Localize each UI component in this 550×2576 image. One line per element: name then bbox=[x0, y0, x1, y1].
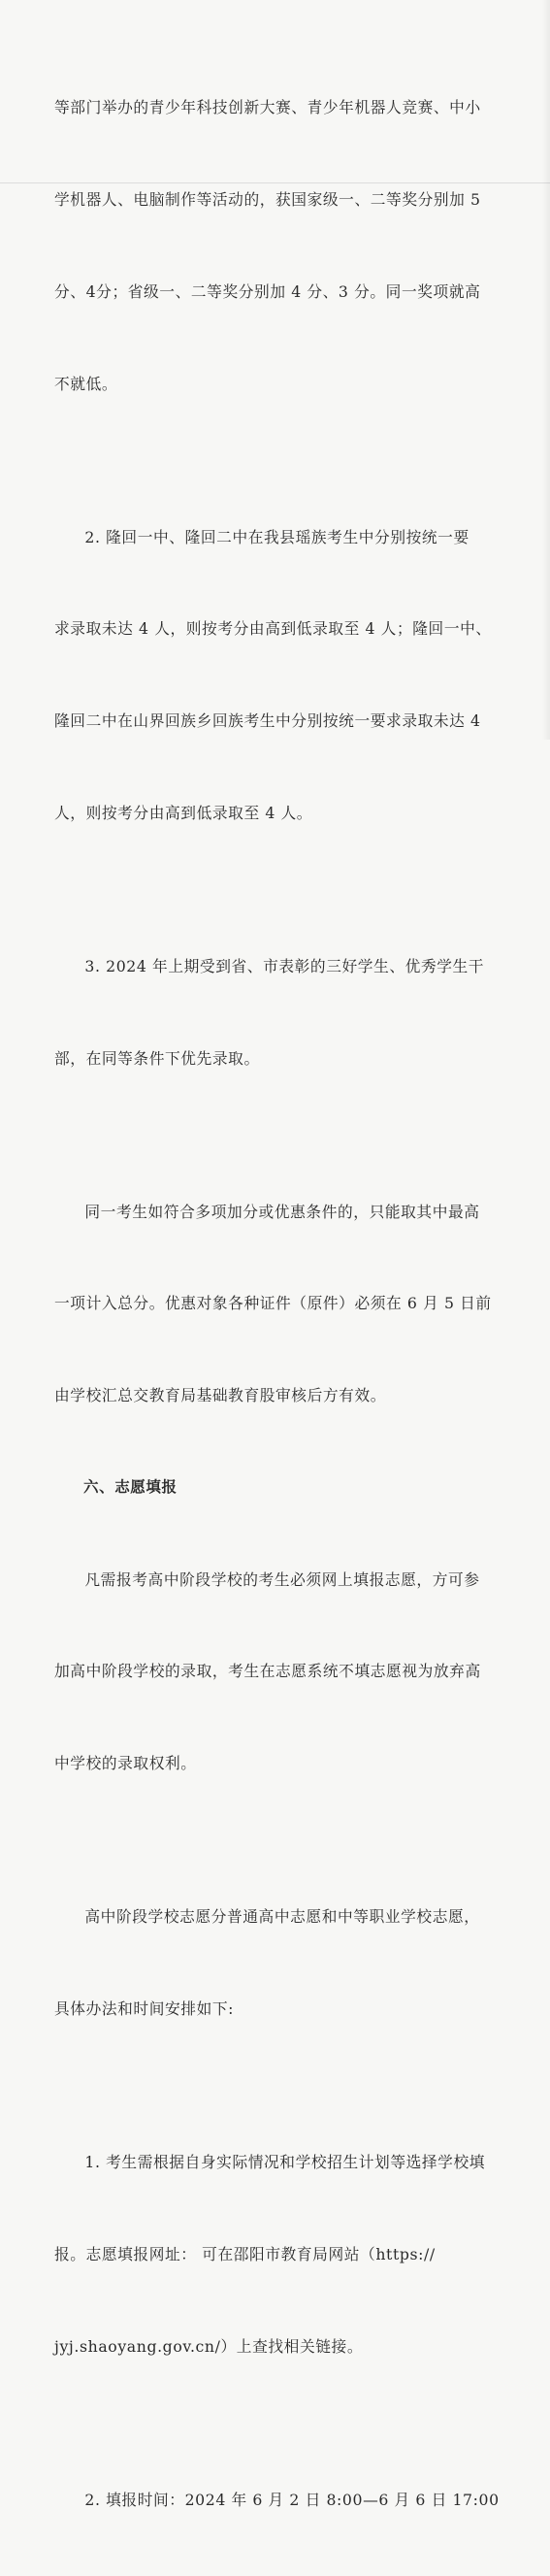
text-line: 学机器人、电脑制作等活动的，获国家级一、二等奖分别加 5 bbox=[54, 189, 481, 209]
text-line: 一项计入总分。优惠对象各种证件（原件）必须在 6 月 5 日前 bbox=[54, 1294, 492, 1313]
text-line: 1. 考生需根据自身实际情况和学校招生计划等选择学校填 bbox=[84, 2152, 486, 2171]
text-line: 同一考生如符合多项加分或优惠条件的，只能取其中最高 bbox=[84, 1202, 480, 1221]
text-line: 2. 填报时间：2024 年 6 月 2 日 8:00—6 月 6 日 17:00 bbox=[84, 2490, 500, 2509]
text-line: 具体办法和时间安排如下: bbox=[54, 1999, 235, 2018]
text-line: 加高中阶段学校的录取，考生在志愿系统不填志愿视为放弃高 bbox=[54, 1662, 481, 1681]
section-heading-volunteer: 六、志愿填报 bbox=[83, 1477, 178, 1496]
text-line: 报。志愿填报网址： 可在邵阳市教育局网站（https:// bbox=[54, 2244, 436, 2263]
text-line: 部，在同等条件下优先录取。 bbox=[54, 1048, 260, 1068]
text-line: 高中阶段学校志愿分普通高中志愿和中等职业学校志愿， bbox=[84, 1907, 480, 1927]
text-line: 人，则按考分由高到低录取至 4 人。 bbox=[54, 803, 313, 822]
text-line: 凡需报考高中阶段学校的考生必须网上填报志愿，方可参 bbox=[84, 1569, 480, 1589]
paragraph-volunteer-types bbox=[54, 1840, 523, 2086]
text-line: 隆回二中在山界回族乡回族考生中分别按统一要求录取未达 4 bbox=[54, 711, 481, 731]
text-line: 分、4分；省级一、二等奖分别加 4 分、3 分。同一奖项就高 bbox=[54, 281, 481, 301]
scan-fold-line bbox=[0, 182, 550, 183]
text-line: 等部门举办的青少年科技创新大赛、青少年机器人竞赛、中小 bbox=[54, 98, 481, 117]
text-line: 2. 隆回一中、隆回二中在我县瑶族考生中分别按统一要 bbox=[84, 527, 469, 546]
paragraph-award-bonus bbox=[54, 31, 523, 460]
text-line: 由学校汇总交教育局基础教育股审核后方有效。 bbox=[54, 1386, 387, 1405]
page-edge-shadow bbox=[542, 0, 550, 740]
text-line: 求录取未达 4 人，则按考分由高到低录取至 4 人；隆回一中、 bbox=[54, 619, 492, 639]
paragraph-website-info bbox=[54, 2086, 523, 2424]
text-line: jyj.shaoyang.gov.cn/）上查找相关链接。 bbox=[54, 2336, 364, 2356]
text-line: 不就低。 bbox=[54, 374, 118, 393]
text-line: 中学校的录取权利。 bbox=[54, 1754, 197, 1773]
paragraph-online-application bbox=[54, 1503, 523, 1841]
paragraph-application-time bbox=[54, 2423, 523, 2576]
text-line: 3. 2024 年上期受到省、市表彰的三好学生、优秀学生干 bbox=[84, 956, 485, 975]
paragraph-item-2 bbox=[54, 460, 523, 889]
paragraph-item-3 bbox=[54, 890, 523, 1136]
paragraph-multiple-bonus bbox=[54, 1135, 523, 1472]
